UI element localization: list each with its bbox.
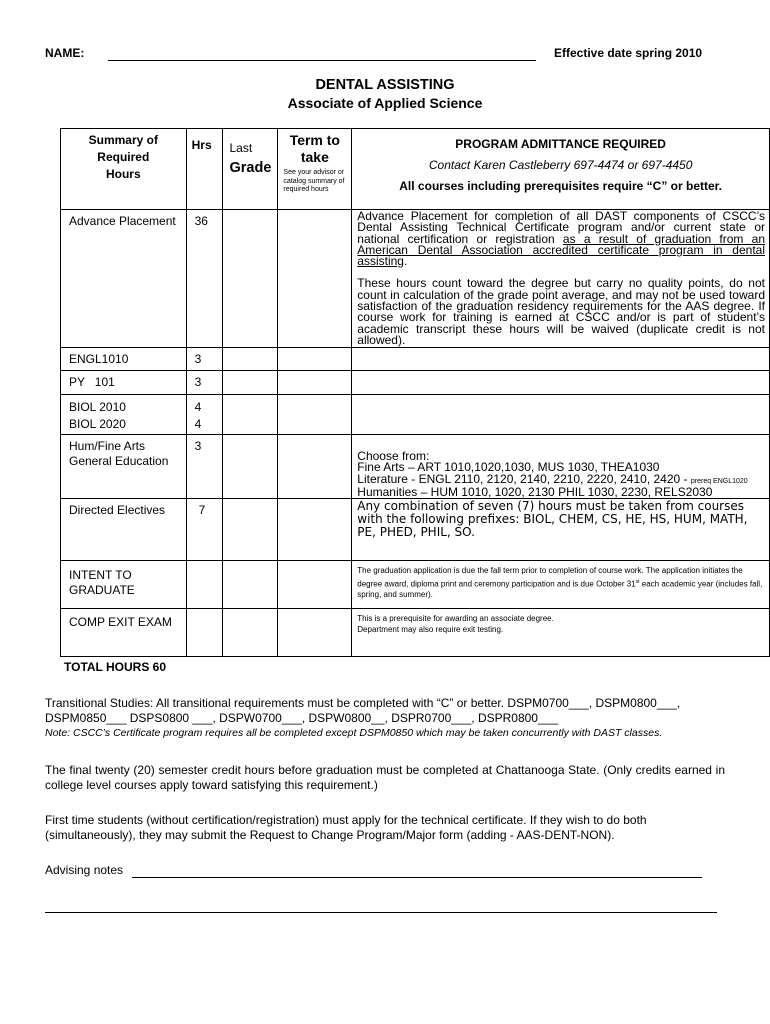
literature-text: Literature - ENGL 2110, 2120, 2140, 2210, 2220, 2410, 2420 - bbox=[357, 471, 688, 486]
directed-electives-note: Any combination of seven (7) hours must be taken from courses with the following prefixes: BIOL, CHEM, CS, HE, HS, HUM, MATH, PE, PHED, PHIL, SO. bbox=[352, 499, 770, 561]
transitional-line-1: Transitional Studies: All transitional requirements must be completed with “C” or better. DSPM0700___, DSPM0800___, bbox=[45, 696, 681, 710]
term-title: Term to take bbox=[289, 132, 340, 165]
comp-term-cell[interactable] bbox=[278, 609, 352, 657]
advance-note-text: Advance Placement for completion of all DAST components of CSCC’s Dental Assisting Technical Certificate program and/or current state or national certification or registration bbox=[357, 209, 765, 246]
intent-label bbox=[61, 561, 187, 609]
term-header bbox=[278, 129, 352, 210]
intent-note-text: The graduation application is due the fall term prior to completion of course work. The application initiates the degree award, diploma print and ceremony participation and is due October 31 bbox=[357, 566, 743, 589]
fine-arts-options: Fine Arts – ART 1010,1020,1030, MUS 1030, THEA1030 bbox=[357, 460, 660, 475]
engl-note-cell bbox=[352, 348, 770, 371]
advance-note-underlined: as a result of graduation from an American Dental Association accredited certificate program in dental assisting bbox=[357, 231, 766, 269]
table-row bbox=[61, 371, 770, 395]
advance-placement-hrs: 36 bbox=[186, 210, 222, 348]
hum-term-cell[interactable] bbox=[278, 435, 352, 499]
biol-grade-cell[interactable] bbox=[222, 395, 278, 435]
comp-exit-note bbox=[352, 609, 770, 657]
intent-grade-cell[interactable] bbox=[222, 561, 278, 609]
py-grade-cell[interactable] bbox=[222, 371, 278, 395]
intent-note-sup: st bbox=[635, 578, 640, 585]
engl-hrs: 3 bbox=[186, 348, 222, 371]
hum-note bbox=[352, 435, 770, 499]
transitional-line-2: DSPM0850___ DSPS0800 ___, DSPW0700___, DSPW0800__, DSPR0700___, DSPR0800___ bbox=[45, 711, 558, 725]
hum-grade-cell[interactable] bbox=[222, 435, 278, 499]
biol2020-hrs: 4 bbox=[194, 417, 202, 431]
advance-grade-cell[interactable] bbox=[222, 210, 278, 348]
hrs-header: Hrs bbox=[186, 129, 222, 210]
effective-date: Effective date spring 2010 bbox=[554, 46, 703, 60]
last-label: Last bbox=[229, 141, 253, 155]
engl-label: ENGL1010 bbox=[61, 348, 187, 371]
hum-hrs: 3 bbox=[186, 435, 222, 499]
transitional-studies bbox=[45, 696, 725, 741]
py-label: PY 101 bbox=[61, 371, 187, 395]
comp-exit-label: COMP EXIT EXAM bbox=[61, 609, 187, 657]
comp-hrs bbox=[186, 609, 222, 657]
term-subtitle: See your advisor or catalog summary of required hours bbox=[283, 169, 345, 193]
total-hours: TOTAL HOURS 60 bbox=[64, 660, 167, 674]
summary-header bbox=[61, 129, 187, 210]
advising-notes-line[interactable] bbox=[132, 877, 702, 878]
advance-note-2: These hours count toward the degree but carry no quality points, do not count in calculation of the grade point average, and may not be used toward satisfaction of the graduation residency requirements for the AAS degree. If course work for training is earned at CSCC and/or is part of student’s academic transcript these hours will be waived (duplicate credit is not allowed). bbox=[357, 276, 765, 347]
name-label: NAME: bbox=[45, 46, 85, 60]
advising-notes-line-2[interactable] bbox=[45, 912, 717, 913]
degree-title: Associate of Applied Science bbox=[287, 95, 483, 111]
choose-from: Choose from: bbox=[357, 449, 430, 463]
name-field-line[interactable] bbox=[108, 60, 536, 61]
prereq-line: All courses including prerequisites require “C” or better. bbox=[399, 179, 723, 193]
final-twenty-paragraph: The final twenty (20) semester credit hours before graduation must be completed at Chattanooga State. (Only credits earned in college level courses apply toward satisfying this requirement.) bbox=[45, 763, 725, 792]
biol-label bbox=[61, 395, 187, 435]
advance-placement-label: Advance Placement bbox=[61, 210, 187, 348]
biol2010-hrs: 4 bbox=[194, 400, 202, 414]
biol2020-label: BIOL 2020 bbox=[69, 417, 126, 431]
hum-label: Hum/Fine Arts General Education bbox=[61, 435, 187, 499]
program-title: DENTAL ASSISTING bbox=[315, 77, 455, 93]
py-term-cell[interactable] bbox=[278, 371, 352, 395]
engl-grade-cell[interactable] bbox=[222, 348, 278, 371]
summary-header-text: Summary of Required Hours bbox=[88, 133, 158, 181]
biol-term-cell[interactable] bbox=[278, 395, 352, 435]
comp-grade-cell[interactable] bbox=[222, 609, 278, 657]
directed-grade-cell[interactable] bbox=[222, 499, 278, 561]
biol-hrs bbox=[186, 395, 222, 435]
first-time-paragraph: First time students (without certification/registration) must apply for the technical certificate. If they wish to do both (simultaneously), they may submit the Request to Change Program/Major form (adding - AAS-DENT-NON). bbox=[45, 813, 647, 842]
directed-electives-label: Directed Electives bbox=[61, 499, 187, 561]
table-row bbox=[61, 561, 770, 609]
intent-hrs bbox=[186, 561, 222, 609]
intent-note-text-2: each academic year (includes fall, spring, and summer). bbox=[357, 579, 763, 599]
table-row bbox=[61, 395, 770, 435]
biol2010-label: BIOL 2010 bbox=[69, 400, 126, 414]
intent-label-text: INTENT TO GRADUATE bbox=[69, 568, 135, 598]
intent-term-cell[interactable] bbox=[278, 561, 352, 609]
program-admittance-header bbox=[352, 129, 770, 210]
table-row bbox=[61, 348, 770, 371]
program-admittance: PROGRAM ADMITTANCE REQUIRED bbox=[455, 137, 666, 151]
table-row bbox=[61, 499, 770, 561]
table-header-row bbox=[61, 129, 770, 210]
requirements-table bbox=[60, 128, 770, 657]
last-grade-header bbox=[222, 129, 278, 210]
intent-note bbox=[352, 561, 770, 609]
advance-note-end: . bbox=[403, 254, 408, 269]
comp-note-1: This is a prerequisite for awarding an associate degree. bbox=[357, 614, 554, 624]
advance-term-cell[interactable] bbox=[278, 210, 352, 348]
table-row bbox=[61, 609, 770, 657]
contact-line: Contact Karen Castleberry 697-4474 or 697-4450 bbox=[428, 158, 693, 172]
advance-placement-note bbox=[352, 210, 770, 348]
py-hrs: 3 bbox=[186, 371, 222, 395]
advising-notes-label: Advising notes bbox=[45, 863, 124, 877]
humanities-options: Humanities – HUM 1010, 1020, 2130 PHIL 1030, 2230, RELS2030 bbox=[357, 484, 713, 499]
grade-label: Grade bbox=[229, 160, 272, 176]
table-row bbox=[61, 435, 770, 499]
literature-prereq: prereq ENGL1020 bbox=[690, 477, 748, 485]
biol-note-cell bbox=[352, 395, 770, 435]
engl-term-cell[interactable] bbox=[278, 348, 352, 371]
comp-note-2: Department may also require exit testing. bbox=[357, 624, 504, 634]
directed-term-cell[interactable] bbox=[278, 499, 352, 561]
table-row bbox=[61, 210, 770, 348]
py-note-cell bbox=[352, 371, 770, 395]
directed-electives-hrs: 7 bbox=[186, 499, 222, 561]
transitional-note: Note: CSCC’s Certificate program requires all be completed except DSPM0850 which may be taken concurrently with DAST classes. bbox=[45, 727, 663, 739]
